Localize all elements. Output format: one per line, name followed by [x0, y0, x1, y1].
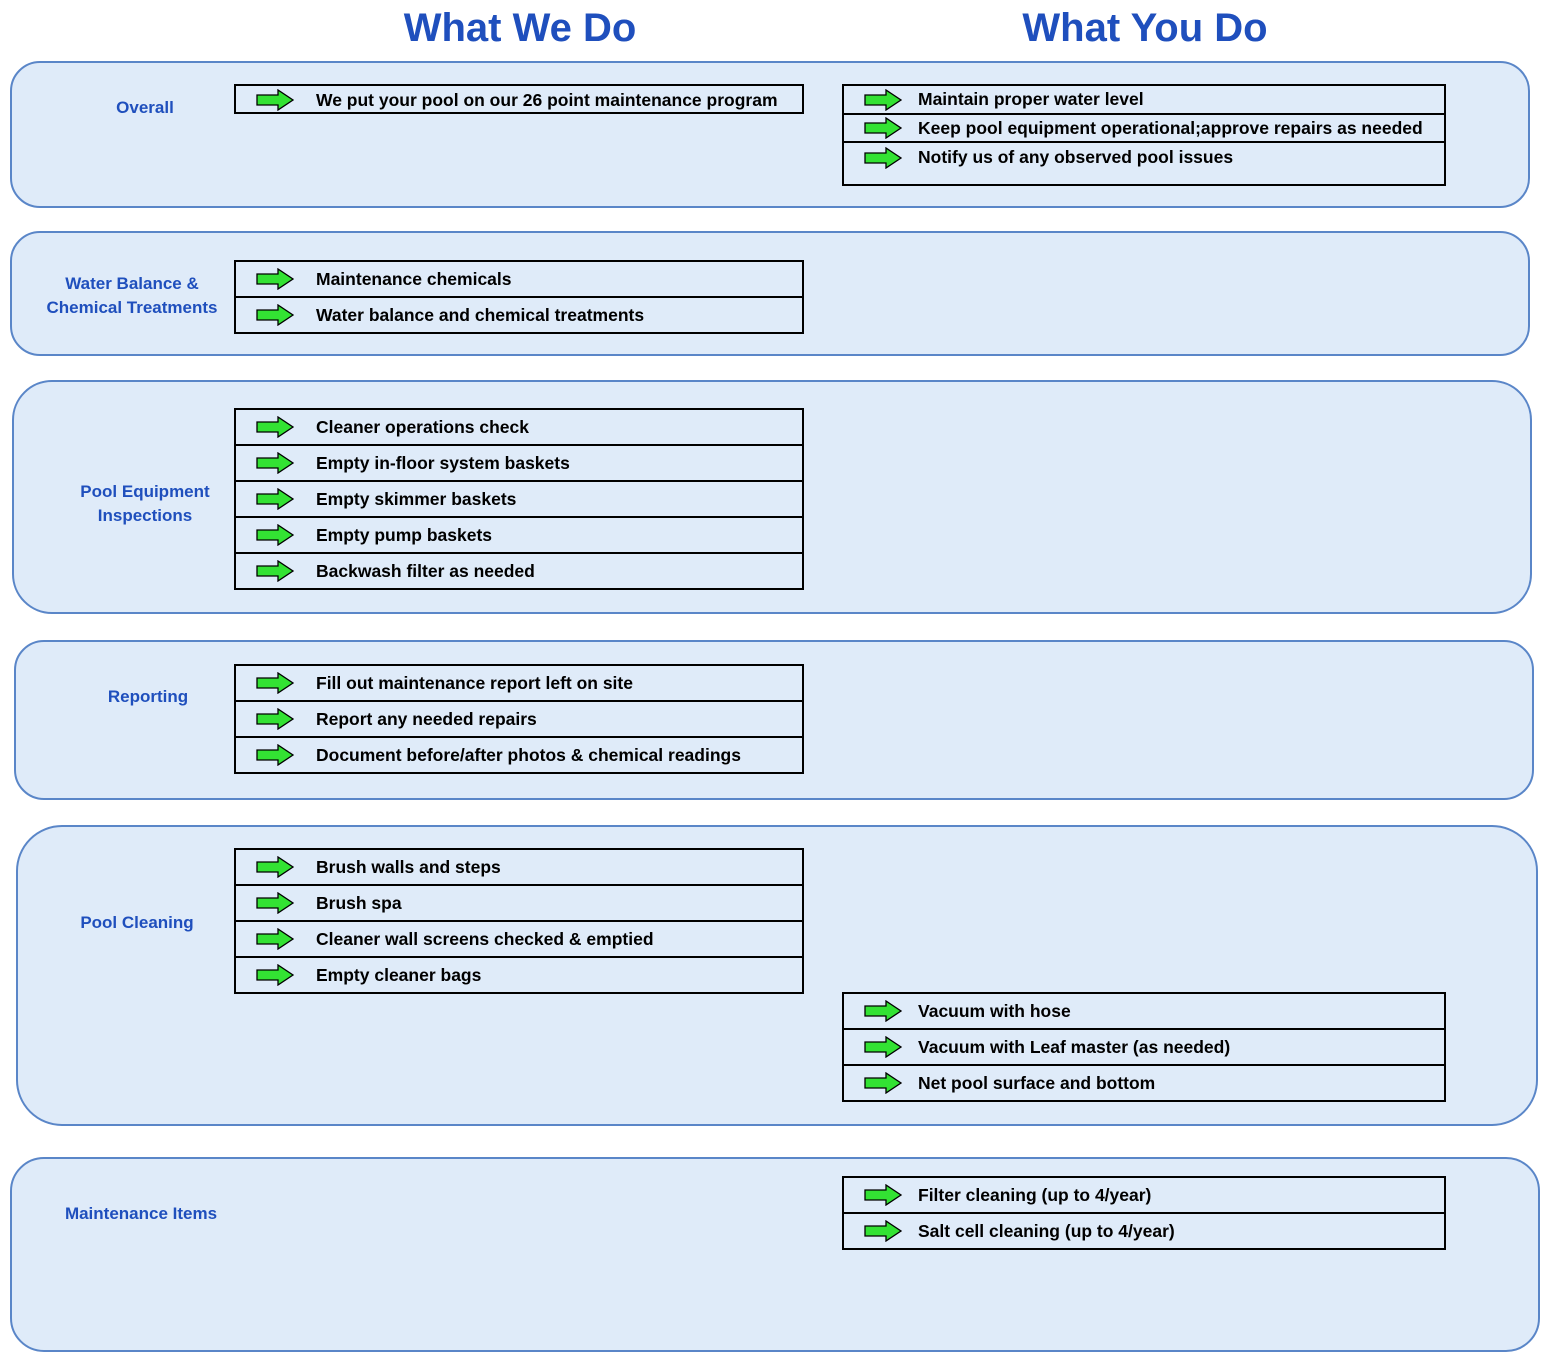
list-item-text: Report any needed repairs	[316, 708, 537, 729]
list-item-text: Brush spa	[316, 892, 402, 913]
list-item	[236, 482, 802, 518]
list-item-text: Vacuum with Leaf master (as needed)	[918, 1036, 1231, 1057]
list-item	[844, 143, 1444, 184]
list-item-text: Backwash filter as needed	[316, 560, 535, 581]
section-label-maintenance-items: Maintenance Items	[64, 1204, 218, 1223]
green-arrow-icon	[256, 964, 294, 986]
list-item-text: Maintain proper water level	[918, 89, 1144, 109]
you-list-overall	[842, 84, 1446, 186]
green-arrow-icon	[256, 708, 294, 730]
green-arrow-icon	[256, 744, 294, 766]
list-item	[844, 1030, 1444, 1066]
list-item-text: Cleaner operations check	[316, 416, 529, 437]
green-arrow-icon	[256, 672, 294, 694]
green-arrow-icon	[864, 1000, 902, 1022]
green-arrow-icon	[256, 524, 294, 546]
list-item	[236, 298, 802, 332]
you-list-maintenance-items	[842, 1176, 1446, 1250]
green-arrow-icon	[256, 488, 294, 510]
green-arrow-icon	[864, 147, 902, 169]
list-item-text: Empty pump baskets	[316, 524, 493, 545]
you-list-pool-cleaning	[842, 992, 1446, 1102]
list-item	[236, 554, 802, 588]
list-item	[236, 666, 802, 702]
what-you-do-heading: What You Do	[1022, 6, 1268, 50]
green-arrow-icon	[864, 1220, 902, 1242]
green-arrow-icon	[864, 1072, 902, 1094]
list-item	[844, 1214, 1444, 1248]
green-arrow-icon	[256, 268, 294, 290]
green-arrow-icon	[256, 928, 294, 950]
list-item-text: Empty cleaner bags	[316, 964, 482, 985]
list-item	[236, 518, 802, 554]
we-list-pool-equipment	[234, 408, 804, 590]
list-item-text: Empty skimmer baskets	[316, 488, 517, 509]
section-label-pool-cleaning: Pool Cleaning	[80, 913, 194, 932]
we-list-water-balance	[234, 260, 804, 334]
list-item	[844, 1178, 1444, 1214]
we-list-pool-cleaning	[234, 848, 804, 994]
green-arrow-icon	[256, 856, 294, 878]
list-item	[844, 115, 1444, 143]
list-item-text: Water balance and chemical treatments	[316, 304, 645, 325]
list-item-text: Fill out maintenance report left on site	[316, 672, 633, 693]
we-list-reporting	[234, 664, 804, 774]
list-item-text: Vacuum with hose	[918, 1000, 1071, 1021]
green-arrow-icon	[256, 892, 294, 914]
list-item	[236, 850, 802, 886]
green-arrow-icon	[864, 117, 902, 139]
list-item-text: Document before/after photos & chemical readings	[316, 744, 741, 765]
list-item-text: Filter cleaning (up to 4/year)	[918, 1184, 1152, 1205]
list-item	[236, 922, 802, 958]
green-arrow-icon	[864, 89, 902, 111]
what-we-do-heading: What We Do	[403, 6, 637, 50]
list-item-text: Cleaner wall screens checked & emptied	[316, 928, 654, 949]
list-item	[844, 1066, 1444, 1100]
list-item-text: Notify us of any observed pool issues	[918, 147, 1234, 167]
list-item	[236, 446, 802, 482]
section-label-pool-equipment: Pool Equipment Inspections	[80, 482, 210, 525]
list-item-text: Keep pool equipment operational;approve repairs as needed	[918, 117, 1423, 138]
green-arrow-icon	[256, 89, 294, 111]
we-list-overall	[234, 84, 804, 114]
list-item-text: We put your pool on our 26 point maintenance program	[316, 89, 778, 110]
green-arrow-icon	[256, 304, 294, 326]
green-arrow-icon	[256, 560, 294, 582]
list-item	[236, 410, 802, 446]
section-label-reporting: Reporting	[107, 687, 189, 706]
green-arrow-icon	[864, 1184, 902, 1206]
list-item	[236, 702, 802, 738]
list-item-text: Brush walls and steps	[316, 856, 501, 877]
list-item-text: Salt cell cleaning (up to 4/year)	[918, 1220, 1175, 1241]
list-item-text: Net pool surface and bottom	[918, 1072, 1156, 1093]
section-label-overall: Overall	[116, 98, 174, 117]
section-label-water-balance: Water Balance & Chemical Treatments	[46, 274, 218, 317]
list-item	[236, 262, 802, 298]
list-item-text: Empty in-floor system baskets	[316, 452, 570, 473]
list-item	[844, 86, 1444, 115]
list-item	[844, 994, 1444, 1030]
list-item	[236, 86, 802, 114]
green-arrow-icon	[256, 452, 294, 474]
list-item	[236, 886, 802, 922]
list-item	[236, 958, 802, 992]
list-item-text: Maintenance chemicals	[316, 268, 512, 289]
green-arrow-icon	[864, 1036, 902, 1058]
list-item	[236, 738, 802, 772]
green-arrow-icon	[256, 416, 294, 438]
